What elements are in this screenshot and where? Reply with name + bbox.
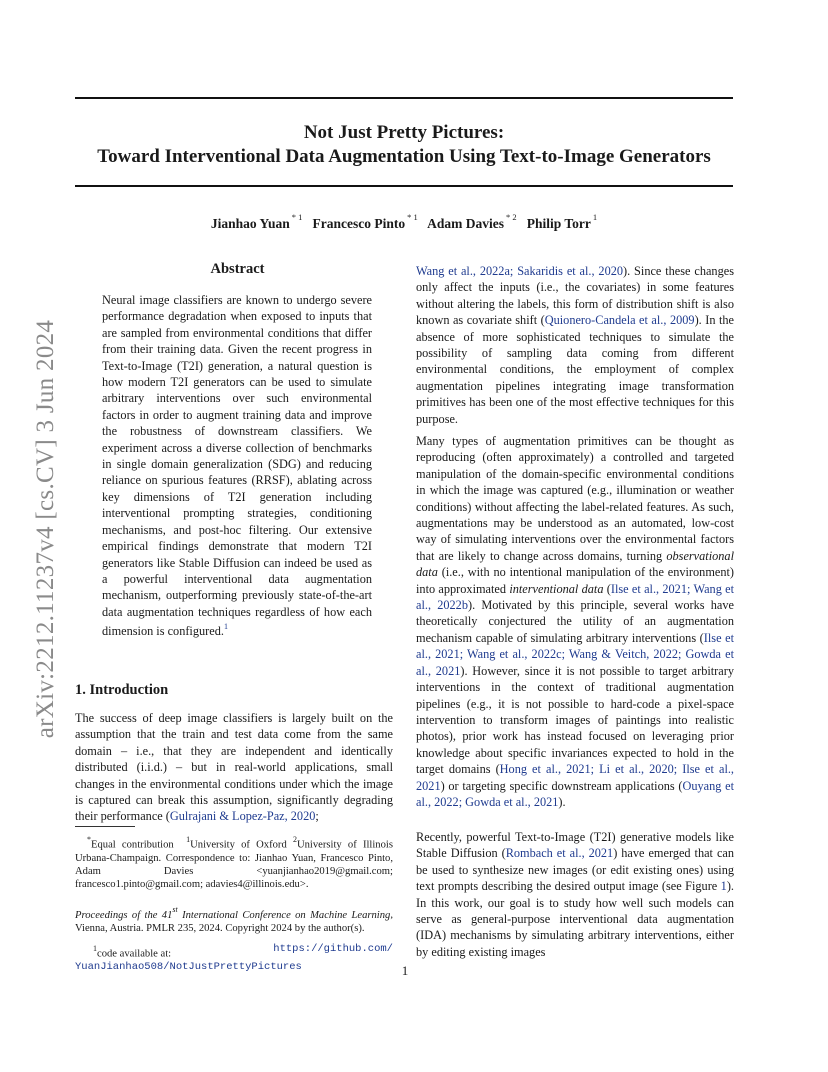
citation-link[interactable]: Wang et al., 2022a; Sakaridis et al., 2020	[416, 264, 624, 278]
arxiv-identifier: arXiv:2212.11237v4 [cs.CV] 3 Jun 2024	[32, 319, 59, 739]
abstract-body: Neural image classifiers are known to undergo severe performance degradation when exposed to inputs that are sampled from environmental conditions that differ from their training data. Given the recent progress in Text-to-Image (T2I) generation, a natural question is how modern T2I generators can be used to simulate arbitrary interventions over such environmental factors in order to augment training data and improve the robustness of downstream classifiers. We experiment across a diverse collection of benchmarks in single domain generalization (SDG) and reducing reliance on spurious features (RRSF), ablating across key dimensions of T2I generation including interventional prompting strategies, conditioning mechanisms, and post-hoc filtering. Our extensive empirical findings demonstrate that modern T2I generators like Stable Diffusion can indeed be used as a powerful interventional data augmentation mechanism, outperforming previously state-of-the-art data augmentation techniques regardless of how each dimension is configured.$^1$	[102, 293, 372, 639]
page-number: 1	[401, 963, 409, 978]
right-paragraph-3: Recently, powerful Text-to-Image (T2I) generative models like Stable Diffusion (Rombach et al., 2021) have emerged that can be used to synthesize new images (or edit existing ones) using text prompts describing the desired output image (see Figure 1). In this work, our goal is to study how well such models can serve as general-purpose interventional data augmentation (IDA) mechanisms by simulating arbitrary interventions, either by editing existing images	[416, 830, 735, 959]
author: Francesco Pinto $^{* 1}$	[312, 212, 418, 231]
author: Adam Davies $^{* 2}$	[427, 212, 517, 231]
footnote-code: $^1$code available at: https://github.com/ YuanJianhao508/NotJustPrettyPictures	[75, 943, 393, 973]
citation-link[interactable]: Ilse et al., 2021; Wang et al., 2022c; Wang & Veitch, 2022; Gowda et al., 2021	[416, 630, 734, 678]
code-link[interactable]: https://github.com/	[273, 943, 393, 955]
arxiv-sidebar	[21, 294, 71, 764]
author: Jianhao Yuan $^{* 1}$	[210, 212, 303, 231]
figure-link[interactable]: 1	[720, 879, 727, 894]
right-paragraph-1: Wang et al., 2022a; Sakaridis et al., 2020). Since these changes only affect the inputs (i.e., the covariates) in some features without altering the labels, this form of distribution shift is also known as covariate shift (Quionero-Candela et al., 2009). In the absence of more sophisticated techniques to simulate the possibility of sampling data coming from different environmental conditions, the employment of complex augmentation pipelines integrating image transformation primitives has been one of the most effective techniques for this purpose.	[416, 264, 734, 426]
footnote-rule	[75, 826, 135, 827]
code-link-cont[interactable]: YuanJianhao508/NotJustPrettyPictures	[75, 960, 302, 973]
citation-link[interactable]: Hong et al., 2021; Li et al., 2020; Ilse et al., 2021	[416, 762, 735, 793]
citation-link[interactable]: Ilse et al., 2021; Wang et al., 2022b	[416, 581, 735, 613]
citation-link[interactable]: Rombach et al., 2021	[505, 846, 614, 861]
paper-title-line-1: Not Just Pretty Pictures:	[303, 122, 505, 143]
author-list	[75, 214, 733, 232]
footnote-affiliations: *Equal contribution $^1$University of Oxford $^2$University of Illinois Urbana-Champaign. Correspondence to: Jianhao Yuan, Francesco Pinto, Adam Davies <yuanjianhao2019@gmail.com; francesco1.pinto@gmail.com; adavies4@illinois.edu>.	[75, 835, 393, 891]
footnote-ref[interactable]: 1	[223, 622, 228, 632]
citation-link[interactable]: Gulrajani & Lopez-Paz, 2020	[169, 809, 316, 824]
citation-link[interactable]: Ouyang et al., 2022; Gowda et al., 2021	[416, 778, 734, 809]
section-heading-introduction: 1. Introduction	[75, 682, 169, 698]
right-paragraph-2: Many types of augmentation primitives can be thought as reproducing (often approximately) a controlled and targeted manipulation of the domain-specific environmental conditions in which the image was captured (e.g., illumination or weather conditions) without affecting the label-related features. As such, augmentations may be understood as an automated, low-cost way of simulating interventions over the environmental factors that are likely to change across domains, turning observational data (i.e., with no intentional manipulation of the environment) into approximated interventional data (Ilse et al., 2021; Wang et al., 2022b). Motivated by this principle, several works have theoretically conjectured the utility of an augmentation mechanism capable of simulating arbitrary interventions (Ilse et al., 2021; Wang et al., 2022c; Wang & Veitch, 2022; Gowda et al., 2021). However, since it is not possible to target arbitrary interventions in the context of traditional augmentation pipelines (e.g., it is not possible to hard-code a pixel-space intervention to transform images of paintings into realistic photos), prior work has instead focused on leveraging prior knowledge about specific invariances expected to hold in the target domains (Hong et al., 2021; Li et al., 2020; Ilse et al., 2021) or targeting specific downstream applications (Ouyang et al., 2022; Gowda et al., 2021).	[416, 434, 735, 809]
paper-title-line-2: Toward Interventional Data Augmentation Using Text-to-Image Generators	[97, 146, 711, 167]
author: Philip Torr $^1$	[526, 212, 598, 231]
citation-link[interactable]: Quionero-Candela et al., 2009	[544, 313, 695, 328]
title-rule-top	[75, 97, 733, 99]
footnote-proceedings: Proceedings of the 41st International Conference on Machine Learning, Vienna, Austria. PMLR 235, 2024. Copyright 2024 by the author(s).	[75, 905, 393, 934]
intro-paragraph: The success of deep image classifiers is largely built on the assumption that the train and test data come from the same domain – i.e., that they are independent and identically distributed (i.i.d.) – but in real-world applications, small changes in the environmental conditions under which the image is captured can break this assumption, significantly degrading their performance (Gulrajani & Lopez-Paz, 2020;	[75, 711, 393, 824]
abstract-heading: Abstract	[210, 261, 265, 277]
title-rule-bottom	[75, 185, 733, 187]
